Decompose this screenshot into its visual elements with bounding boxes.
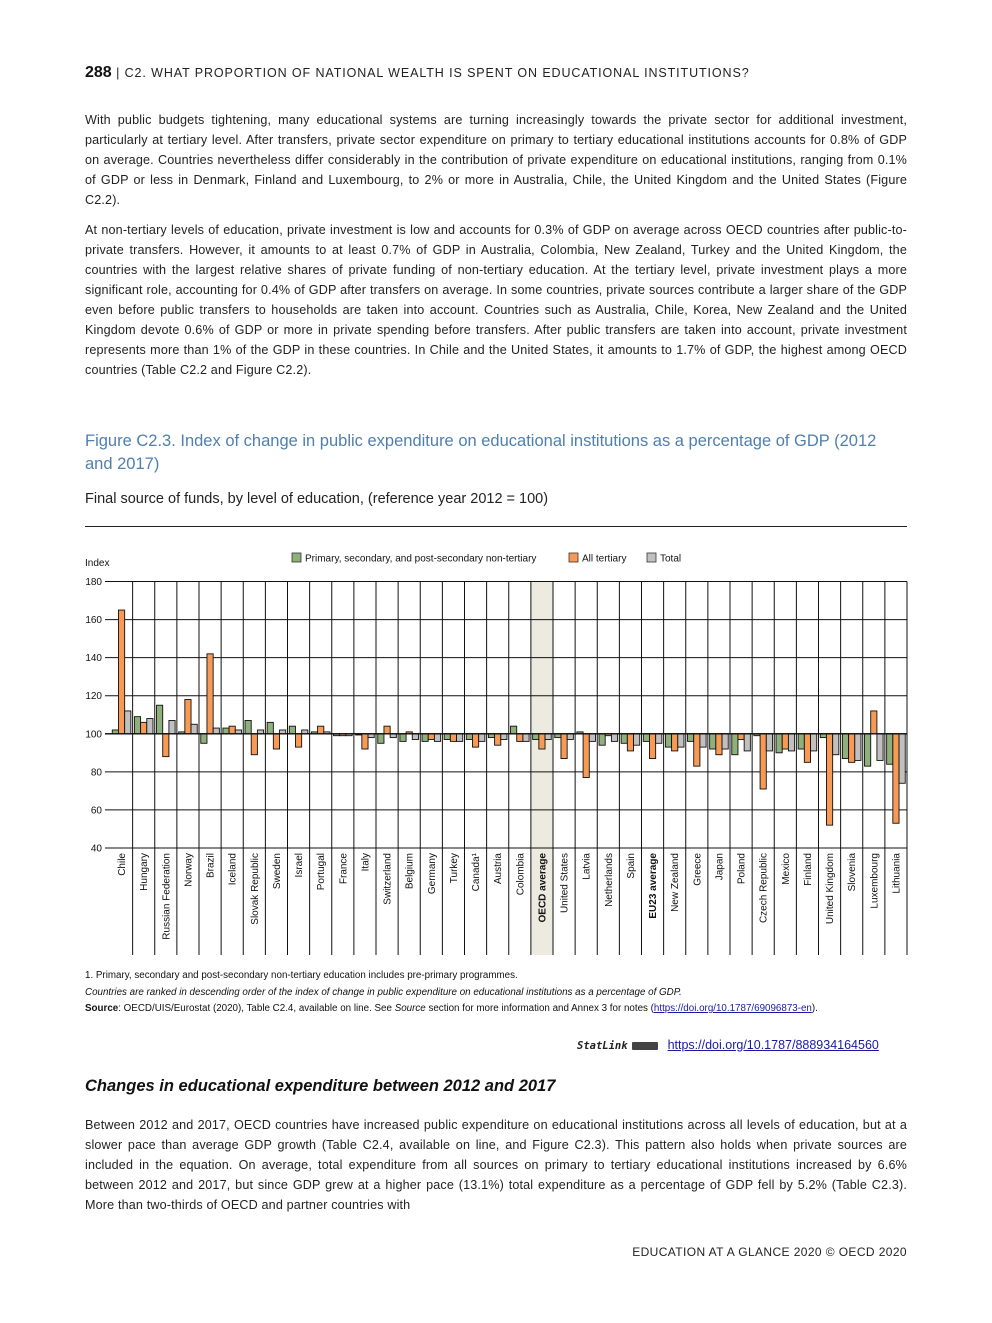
tertiary-bar (738, 734, 744, 740)
tertiary-bar (428, 734, 434, 740)
y-tick-label: 100 (85, 729, 102, 741)
total-bar (811, 734, 817, 751)
body-paragraph-2: At non-tertiary levels of education, private investment is low and accounts for 0.3% of GDP on average across OECD countries after public-to-private transfers. However, it amounts to at least 0.7% of GDP in Australia, Colombia, New Zealand, Turkey and the United Kingdom, the countries with the largest relative shares of private funding of non-tertiary education. At the tertiary level, private investment plays a more significant role, accounting for 0.4% of GDP after transfers on average. In some countries, private sources contribute a larger share of the GDP even before public transfers to households are taken into account. Countries such as Australia, Chile, Korea, New Zealand and the United Kingdom devote 0.6% of GDP or more in private spending before transfers. After public transfers are taken into account, private investment represents more than 1% of the GDP in these countries. In Chile and the United States, it amounts to 1.7% of GDP, the highest among OECD countries (Table C2.2 and Figure C2.2). (85, 223, 907, 377)
tertiary-bar (450, 734, 456, 742)
tertiary-bar (782, 734, 788, 749)
y-tick-label: 140 (85, 653, 102, 665)
figure-title: Figure C2.3. Index of change in public expenditure on educational institutions as a percentage of GDP (2012 and 2017) (85, 432, 877, 473)
y-tick-label: 40 (90, 843, 102, 855)
header-separator: | (111, 66, 125, 80)
category-label: Hungary (139, 853, 151, 891)
tertiary-bar (694, 734, 700, 766)
tertiary-bar (804, 734, 810, 763)
y-tick-label: 160 (85, 615, 102, 627)
category-label: Mexico (780, 853, 792, 885)
tertiary-bar (649, 734, 655, 759)
y-tick-label: 120 (85, 691, 102, 703)
legend-swatch (569, 553, 578, 562)
primary-secondary-bar (223, 728, 229, 734)
total-bar (457, 734, 463, 742)
total-bar (766, 734, 772, 751)
total-bar (169, 720, 175, 733)
legend-label: All tertiary (582, 553, 627, 565)
total-bar (501, 734, 507, 740)
tertiary-bar (163, 734, 169, 757)
tertiary-bar (672, 734, 678, 751)
total-bar (899, 734, 905, 783)
category-label: Japan (714, 853, 726, 881)
tertiary-bar (362, 734, 368, 749)
total-bar (656, 734, 662, 744)
category-label: Slovak Republic (249, 853, 261, 925)
tertiary-bar (472, 734, 478, 747)
y-axis-label: Index (85, 558, 110, 569)
primary-secondary-bar (444, 734, 450, 740)
category-label: Netherlands (603, 853, 615, 907)
category-label: EU23 average (648, 853, 660, 919)
category-label: OECD average (537, 853, 549, 923)
tertiary-bar (716, 734, 722, 755)
primary-secondary-bar (643, 734, 649, 742)
category-label: Belgium (404, 853, 416, 890)
total-bar (191, 724, 197, 734)
primary-secondary-bar (599, 734, 605, 745)
page-number: 288 (85, 64, 112, 81)
category-label: United Kingdom (825, 853, 837, 925)
total-bar (412, 734, 418, 740)
running-header (85, 64, 750, 82)
total-bar (545, 734, 551, 740)
category-label: Austria (493, 853, 505, 885)
statlink (577, 1037, 879, 1052)
category-label: Spain (625, 853, 637, 879)
category-label: Luxembourg (869, 853, 881, 909)
bar-chart (0, 540, 992, 960)
tertiary-bar (627, 734, 633, 751)
primary-secondary-bar (134, 717, 140, 734)
total-bar (479, 734, 485, 742)
tertiary-bar (273, 734, 279, 749)
primary-secondary-bar (621, 734, 627, 744)
primary-secondary-bar (267, 722, 273, 733)
legend-swatch (647, 553, 656, 562)
category-label: Russian Federation (161, 853, 173, 940)
primary-secondary-bar (732, 734, 738, 755)
primary-secondary-bar (289, 726, 295, 734)
legend-label: Primary, secondary, and post-secondary non-tertiary (305, 553, 537, 565)
legend-swatch (292, 553, 301, 562)
primary-secondary-bar (776, 734, 782, 753)
tertiary-bar (185, 700, 191, 734)
total-bar (125, 711, 131, 734)
total-bar (744, 734, 750, 751)
total-bar (700, 734, 706, 747)
category-label: Chile (117, 853, 129, 876)
figure-notes (85, 968, 915, 1018)
category-label: Greece (692, 853, 704, 886)
ranking-note: Countries are ranked in descending order of the index of change in public expenditure on educational institutions as a percentage of GDP. (85, 986, 682, 998)
category-label: Latvia (581, 853, 593, 880)
total-bar (634, 734, 640, 745)
primary-secondary-bar (378, 734, 384, 744)
legend-label: Total (660, 553, 682, 565)
tertiary-bar (561, 734, 567, 759)
chapter-title: C2. WHAT PROPORTION OF NATIONAL WEALTH IS SPENT ON EDUCATIONAL INSTITUTIONS? (124, 66, 750, 80)
category-label: Colombia (515, 853, 527, 896)
y-tick-label: 180 (85, 577, 102, 588)
tertiary-bar (893, 734, 899, 823)
category-label: Finland (802, 853, 814, 886)
statlink-url[interactable]: https://doi.org/10.1787/888934164560 (667, 1038, 879, 1052)
category-label: Germany (426, 853, 438, 895)
primary-secondary-bar (688, 734, 694, 742)
tertiary-bar (207, 654, 213, 734)
category-label: Slovenia (847, 853, 859, 892)
tertiary-bar (826, 734, 832, 825)
tertiary-bar (760, 734, 766, 789)
total-bar (722, 734, 728, 749)
tertiary-bar (141, 722, 147, 733)
total-bar (678, 734, 684, 747)
body-paragraph-1: With public budgets tightening, many educational systems are turning increasingly towards the private sector for additional investment, particularly at tertiary level. After transfers, private sector expenditure on primary to tertiary educational institutions accounts for 0.8% of GDP on average. Countries nevertheless differ considerably in the contribution of private expenditure on educational institutions, ranging from 0.1% of GDP or less in Denmark, Finland and Luxembourg, to 2% or more in Australia, Chile, the United Kingdom and the United States (Figure C2.2). (85, 113, 907, 207)
total-bar (147, 719, 153, 734)
category-label: Canada¹ (471, 853, 483, 892)
figure-divider (85, 526, 907, 527)
tertiary-bar (517, 734, 523, 742)
tertiary-bar (318, 726, 324, 734)
tertiary-bar (295, 734, 301, 747)
primary-secondary-bar (422, 734, 428, 742)
figure-subtitle: Final source of funds, by level of education, (reference year 2012 = 100) (85, 491, 549, 507)
primary-secondary-bar (798, 734, 804, 749)
tertiary-bar (495, 734, 501, 745)
source-label: Source (85, 1003, 119, 1014)
primary-secondary-bar (201, 734, 207, 744)
total-bar (788, 734, 794, 751)
category-label: Lithuania (891, 853, 903, 894)
page-footer: EDUCATION AT A GLANCE 2020 © OECD 2020 (632, 1245, 907, 1259)
tertiary-bar (384, 726, 390, 734)
category-label: Italy (360, 853, 372, 872)
category-label: Turkey (448, 853, 460, 884)
category-label: France (338, 853, 350, 885)
source-doi-link[interactable]: https://doi.org/10.1787/69096873-en (653, 1003, 812, 1014)
tertiary-bar (849, 734, 855, 763)
category-label: Czech Republic (758, 853, 770, 924)
total-bar (523, 734, 529, 742)
y-tick-label: 80 (90, 767, 102, 779)
section-heading: Changes in educational expenditure between 2012 and 2017 (85, 1077, 556, 1095)
primary-secondary-bar (887, 734, 893, 764)
primary-secondary-bar (842, 734, 848, 759)
footnote-1: 1. Primary, secondary and post-secondary non-tertiary education includes pre-primary programmes. (85, 970, 518, 981)
primary-secondary-bar (710, 734, 716, 749)
statlink-label: StatLink (577, 1040, 628, 1052)
body-paragraph-3: Between 2012 and 2017, OECD countries have increased public expenditure on educational institutions across all levels of education, but at a slower pace than average GDP growth (Table C2.4, available on line, and Figure C2.3). This pattern also holds when private sources are included in the equation. On average, total expenditure from all sources on primary to tertiary educational institutions increased by 6.6% between 2012 and 2017, but since GDP grew at a higher pace (13.1%) total expenditure as a percentage of GDP fell by 5.2% (Table C2.3). More than two-thirds of OECD and partner countries with (85, 1118, 907, 1212)
tertiary-bar (229, 726, 235, 734)
category-label: Brazil (205, 853, 217, 879)
category-label: Switzerland (382, 853, 394, 905)
category-label: Sweden (271, 853, 283, 890)
category-label: Norway (183, 853, 195, 887)
primary-secondary-bar (533, 734, 539, 740)
category-label: Portugal (316, 853, 328, 891)
category-label: Poland (736, 853, 748, 885)
category-label: United States (559, 853, 571, 914)
y-tick-label: 60 (90, 805, 102, 817)
primary-secondary-bar (865, 734, 871, 766)
primary-secondary-bar (400, 734, 406, 742)
category-label: Israel (294, 853, 306, 878)
primary-secondary-bar (466, 734, 472, 740)
source-note: Source: OECD/UIS/Eurostat (2020), Table C2.4, available on line. See Source section for more information and Annex 3 for notes (https://doi.org/10.1787/69096873-en). (85, 1003, 818, 1014)
total-bar (589, 734, 595, 742)
total-bar (567, 734, 573, 740)
total-bar (833, 734, 839, 755)
tertiary-bar (251, 734, 257, 755)
tertiary-bar (583, 734, 589, 778)
tertiary-bar (539, 734, 545, 749)
primary-secondary-bar (665, 734, 671, 747)
statlink-logo-icon (632, 1042, 658, 1050)
tertiary-bar (871, 711, 877, 734)
primary-secondary-bar (245, 720, 251, 733)
category-label: Iceland (227, 853, 239, 886)
total-bar (434, 734, 440, 742)
total-bar (213, 728, 219, 734)
total-bar (855, 734, 861, 761)
total-bar (611, 734, 617, 742)
primary-secondary-bar (157, 705, 163, 734)
category-label: New Zealand (670, 853, 682, 912)
primary-secondary-bar (511, 726, 517, 734)
total-bar (877, 734, 883, 761)
tertiary-bar (118, 610, 124, 734)
